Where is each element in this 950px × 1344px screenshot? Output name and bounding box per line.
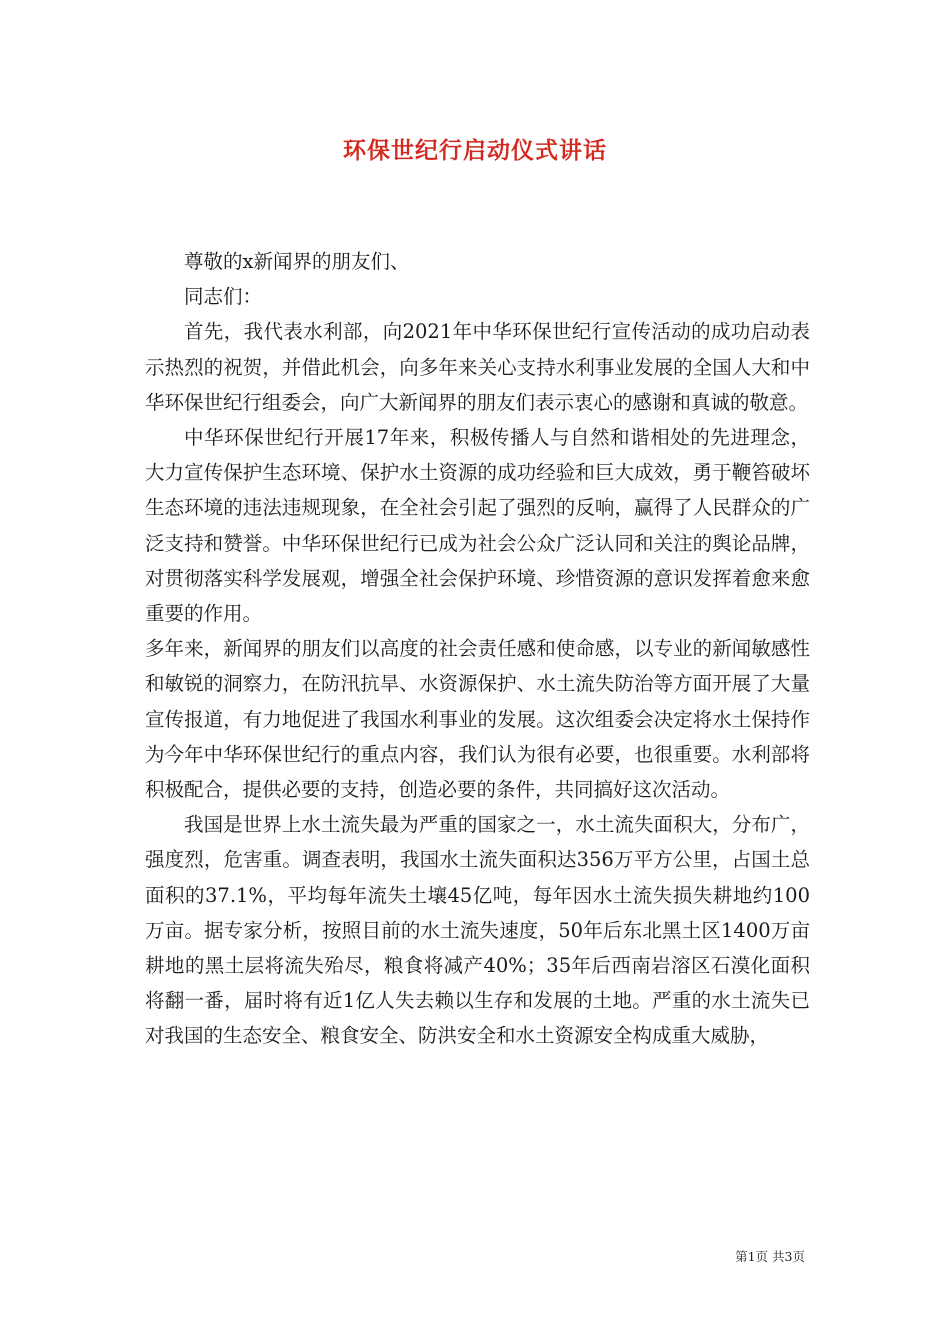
paragraph-media-role: 多年来，新闻界的朋友们以高度的社会责任感和使命感，以专业的新闻敏感性和敏锐的洞察力，在防汛抗旱、水资源保护、水土流失防治等方面开展了大量宣传报道，有力地促进了我国水利事业的发展。这次组委会决定将水土保持作为今年中华环保世纪行的重点内容，我们认为很有必要，也很重要。水利部将积极配合，提供必要的支持，创造必要的条件，共同搞好这次活动。 <box>145 637 810 802</box>
paragraph-opening: 首先，我代表水利部，向2021年中华环保世纪行宣传活动的成功启动表示热烈的祝贺，并借此机会，向多年来关心支持水利事业发展的全国人大和中华环保世纪行组委会，向广大新闻界的朋友们表示衷心的感谢和真诚的敬意。 <box>145 320 810 414</box>
paragraph-achievements: 中华环保世纪行开展17年来，积极传播人与自然和谐相处的先进理念，大力宣传保护生态环境、保护水土资源的成功经验和巨大成效，勇于鞭笞破坏生态环境的违法违规现象，在全社会引起了强烈的反响，赢得了人民群众的广泛支持和赞誉。中华环保世纪行已成为社会公众广泛认同和关注的舆论品牌，对贯彻落实科学发展观，增强全社会保护环境、珍惜资源的意识发挥着愈来愈重要的作用。 <box>145 426 810 626</box>
document-title: 环保世纪行启动仪式讲话 <box>343 137 607 164</box>
salutation-line-1: 尊敬的x新闻界的朋友们、 <box>184 250 410 273</box>
document-body <box>145 244 810 1054</box>
salutation-line-2: 同志们： <box>184 285 263 309</box>
page-indicator: 第1页 共3页 <box>735 1249 805 1264</box>
paragraph-soil-erosion: 我国是世界上水土流失最为严重的国家之一，水土流失面积大，分布广，强度烈，危害重。调查表明，我国水土流失面积达356万平方公里，占国土总面积的37.1%，平均每年流失土壤45亿吨，每年因水土流失损失耕地约100万亩。据专家分析，按照目前的水土流失速度，50年后东北黑土区1400万亩耕地的黑土层将流失殆尽，粮食将减产40%；35年后西南岩溶区石漠化面积将翻一番，届时将有近1亿人失去赖以生存和发展的土地。严重的水土流失已对我国的生态安全、粮食安全、防洪安全和水土资源安全构成重大威胁， <box>145 813 810 1048</box>
